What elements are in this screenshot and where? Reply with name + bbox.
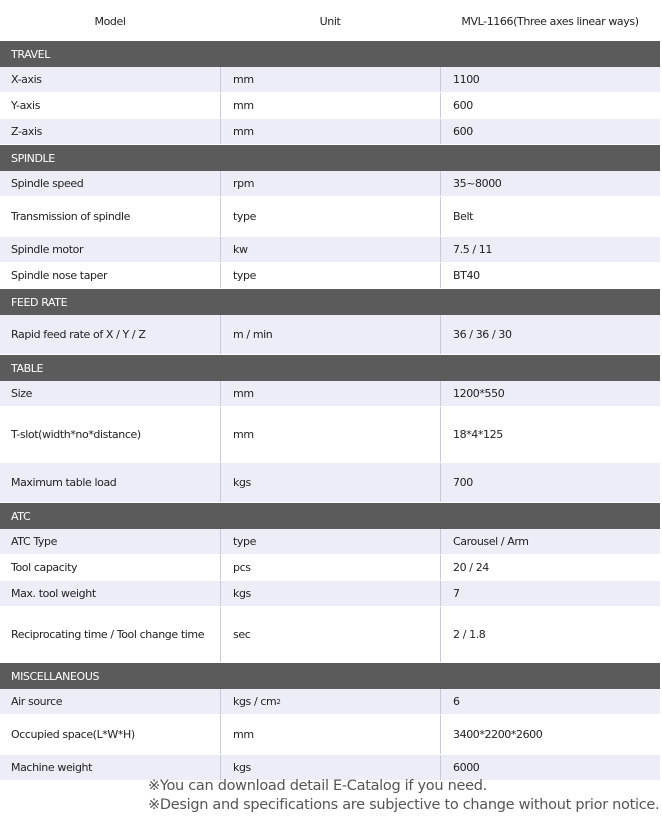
spec-unit bbox=[220, 529, 440, 554]
spec-name: Spindle nose taper bbox=[11, 269, 108, 282]
spec-value: 20 / 24 bbox=[440, 555, 660, 580]
section-title: FEED RATE bbox=[11, 295, 68, 309]
spec-unit-text: rpm bbox=[233, 177, 255, 190]
spec-value: 7 bbox=[440, 581, 660, 606]
spec-unit bbox=[220, 463, 440, 502]
spec-unit-text: type bbox=[233, 210, 256, 223]
spec-name: Transmission of spindle bbox=[11, 210, 131, 223]
spec-name: Spindle motor bbox=[11, 243, 84, 256]
spec-unit-text: mm bbox=[233, 73, 254, 86]
spec-unit-text: type bbox=[233, 535, 256, 548]
table-row bbox=[0, 581, 660, 607]
spec-unit bbox=[220, 197, 440, 236]
table-row bbox=[0, 555, 660, 581]
section-title: MISCELLANEOUS bbox=[11, 669, 100, 683]
spec-name: Reciprocating time / Tool change time bbox=[11, 628, 205, 641]
spec-unit bbox=[220, 581, 440, 606]
table-row bbox=[0, 315, 660, 355]
spec-unit bbox=[220, 171, 440, 196]
spec-name: Tool capacity bbox=[11, 561, 78, 574]
spec-value: BT40 bbox=[440, 263, 660, 288]
spec-unit: kgs / cm 2 bbox=[220, 689, 440, 714]
spec-value: 36 / 36 / 30 bbox=[440, 315, 660, 354]
section-header bbox=[0, 503, 660, 529]
section-header bbox=[0, 289, 660, 315]
spec-unit-text: kgs bbox=[233, 476, 251, 489]
spec-name: Z-axis bbox=[11, 125, 42, 138]
spec-value: Carousel / Arm bbox=[440, 529, 660, 554]
spec-unit bbox=[220, 555, 440, 580]
section-title: TABLE bbox=[11, 361, 44, 375]
spec-name: Y-axis bbox=[11, 99, 41, 112]
spec-value: 35~8000 bbox=[440, 171, 660, 196]
spec-unit-text: mm bbox=[233, 99, 254, 112]
spec-value: 600 bbox=[440, 93, 660, 118]
spec-unit-text: mm bbox=[233, 125, 254, 138]
spec-unit-text: mm bbox=[233, 428, 254, 441]
spec-unit-text: kgs bbox=[233, 761, 251, 774]
spec-unit bbox=[220, 315, 440, 354]
table-row bbox=[0, 689, 660, 715]
spec-name: Machine weight bbox=[11, 761, 93, 774]
section-header bbox=[0, 663, 660, 689]
spec-value: 600 bbox=[440, 119, 660, 144]
spec-value: 1100 bbox=[440, 67, 660, 92]
table-row bbox=[0, 463, 660, 503]
spec-unit-text: pcs bbox=[233, 561, 251, 574]
spec-unit bbox=[220, 263, 440, 288]
table-row bbox=[0, 237, 660, 263]
spec-unit-text: sec bbox=[233, 628, 251, 641]
table-row bbox=[0, 529, 660, 555]
spec-unit-text: mm bbox=[233, 728, 254, 741]
spec-value: 700 bbox=[440, 463, 660, 502]
table-row bbox=[0, 67, 660, 93]
section-title: TRAVEL bbox=[11, 47, 50, 61]
table-row bbox=[0, 197, 660, 237]
section-title: SPINDLE bbox=[11, 151, 55, 165]
header-model: Model bbox=[94, 15, 126, 28]
spec-value: 1200*550 bbox=[440, 381, 660, 406]
spec-unit-text: kgs bbox=[233, 587, 251, 600]
spec-name: Max. tool weight bbox=[11, 587, 96, 600]
spec-value: 6000 bbox=[440, 755, 660, 780]
footnotes bbox=[148, 777, 659, 814]
table-row bbox=[0, 715, 660, 755]
spec-value: 7.5 / 11 bbox=[440, 237, 660, 262]
spec-value: 18*4*125 bbox=[440, 407, 660, 462]
spec-name: ATC Type bbox=[11, 535, 57, 548]
footnote-catalog: ※You can download detail E-Catalog if you need. bbox=[148, 778, 487, 794]
table-row bbox=[0, 381, 660, 407]
spec-unit bbox=[220, 93, 440, 118]
table-row bbox=[0, 407, 660, 463]
table-row bbox=[0, 119, 660, 145]
table-row bbox=[0, 263, 660, 289]
spec-value: 3400*2200*2600 bbox=[440, 715, 660, 754]
spec-name: T-slot(width*no*distance) bbox=[11, 428, 141, 441]
section-header bbox=[0, 41, 660, 67]
spec-value: Belt bbox=[440, 197, 660, 236]
section-header bbox=[0, 145, 660, 171]
spec-name: Maximum table load bbox=[11, 476, 117, 489]
spec-name: Rapid feed rate of X / Y / Z bbox=[11, 328, 146, 341]
footnote-disclaimer: ※Design and specifications are subjective to change without prior notice. bbox=[148, 796, 660, 813]
table-header bbox=[0, 2, 660, 41]
spec-unit bbox=[220, 715, 440, 754]
spec-unit bbox=[220, 119, 440, 144]
spec-value: 2 / 1.8 bbox=[440, 607, 660, 662]
header-unit: Unit bbox=[319, 15, 341, 28]
table-row bbox=[0, 171, 660, 197]
spec-name: Size bbox=[11, 387, 32, 400]
table-row bbox=[0, 93, 660, 119]
spec-name: Spindle speed bbox=[11, 177, 84, 190]
spec-unit bbox=[220, 67, 440, 92]
spec-name: Occupied space(L*W*H) bbox=[11, 728, 135, 741]
spec-unit-text: kw bbox=[233, 243, 248, 256]
spec-unit bbox=[220, 237, 440, 262]
spec-name: Air source bbox=[11, 695, 63, 708]
header-value: MVL-1166(Three axes linear ways) bbox=[461, 15, 639, 28]
spec-unit bbox=[220, 407, 440, 462]
spec-unit bbox=[220, 607, 440, 662]
spec-value: 6 bbox=[440, 689, 660, 714]
section-title: ATC bbox=[11, 509, 31, 523]
spec-unit-text: kgs / cm bbox=[233, 695, 277, 708]
spec-unit bbox=[220, 381, 440, 406]
spec-unit-text: m / min bbox=[233, 328, 273, 341]
spec-unit-text: mm bbox=[233, 387, 254, 400]
spec-name: X-axis bbox=[11, 73, 42, 86]
section-header bbox=[0, 355, 660, 381]
spec-unit-text: type bbox=[233, 269, 256, 282]
table-row bbox=[0, 607, 660, 663]
